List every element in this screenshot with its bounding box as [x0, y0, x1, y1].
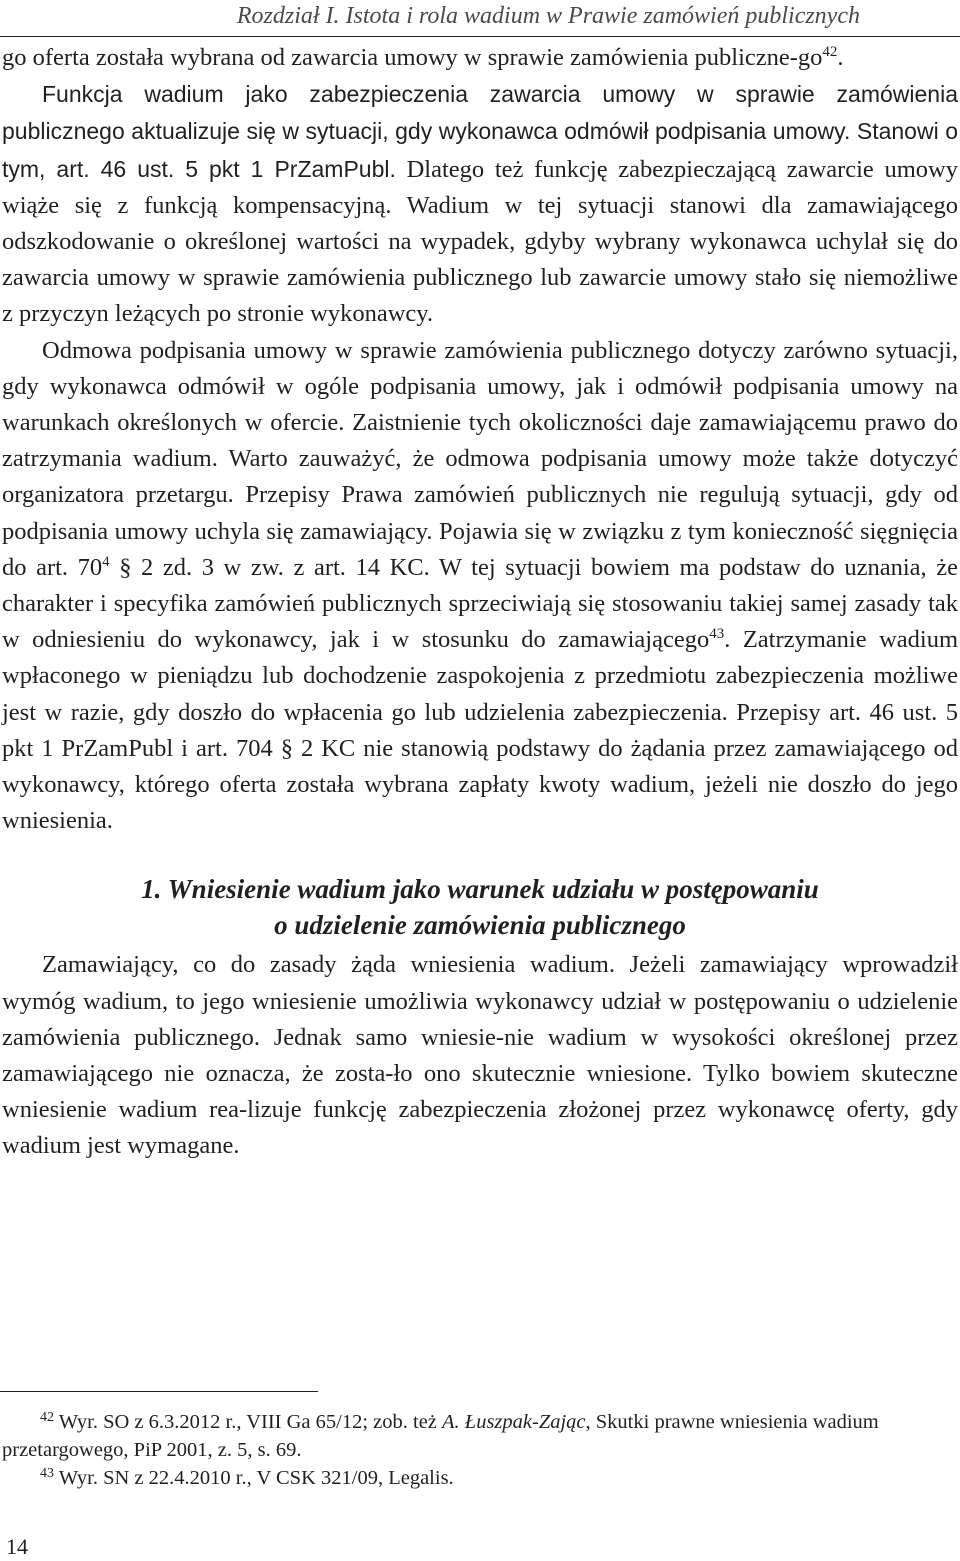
superscript-4: 4: [102, 553, 110, 570]
main-text: [2, 40, 958, 1165]
paragraph-3: [2, 333, 958, 840]
footnote-ref-42[interactable]: 42: [822, 44, 838, 60]
paragraph-3-part-1: Odmowa podpisania umowy w sprawie zamówienia publicznego dotyczy zarówno sytuacji, gdy wykonawca odmówił w ogóle podpisania umowy, jak i odmówił podpisania umowy na warunkach określonych w ofercie. Zaistnienie tych okoliczności daje zamawiającemu prawo do zatrzymania wadium. Warto zauważyć, że odmowa podpisania umowy może także dotyczyć organizatora przetargu. Przepisy Prawa zamówień publicznych nie regulują sytuacji, gdy od podpisania umowy uchyla się zamawiający. Pojawia się w związku z tym konieczność sięgnięcia do art. 70: [2, 336, 958, 581]
section-heading-line-2: o udzielenie zamówienia publicznego: [274, 910, 686, 941]
paragraph-1: [2, 40, 958, 76]
footnote-ref-43[interactable]: 43: [709, 626, 725, 643]
paragraph-2: [2, 76, 958, 332]
header-rule: [0, 36, 960, 37]
footnote-43-text: Wyr. SN z 22.4.2010 r., V CSK 321/09, Legalis.: [54, 1467, 454, 1489]
section-heading: [2, 871, 958, 943]
paragraph-2-part-2: Dlatego też funkcję zabezpieczającą zawarcie umowy wiąże się z funkcją kompensacyjną. Wadium w tej sytuacji stanowi dla zamawiającego odszkodowanie o określonej wartości na wypadek, gdyby wybrany wykonawca uchylał się do zawarcia umowy w sprawie zamówienia publicznego lub zawarcie umowy stało się niemożliwe z przyczyn leżących po stronie wykonawcy.: [2, 155, 958, 328]
page-number: 14: [6, 1534, 28, 1559]
footnote-42-text: Wyr. SO z 6.3.2012 r., VIII Ga 65/12; zob. też: [54, 1411, 443, 1433]
section-heading-line-1: 1. Wniesienie wadium jako warunek udziału w postępowaniu: [141, 874, 819, 905]
footnote-43-number: 43: [40, 1466, 54, 1481]
footnote-43: [2, 1464, 958, 1492]
paragraph-1-end: .: [837, 44, 844, 71]
paragraph-3-part-3: . Zatrzymanie wadium wpłaconego w pieniądzu lub dochodzenie zaspokojenia z przedmiotu zabezpieczenia możliwe jest w razie, gdy doszło do wpłacenia go lub udzielenia zabezpieczenia. Przepisy art. 46 ust. 5 pkt 1 PrZamPubl i art. 704 § 2 KC nie stanowią podstawy do żądania przez zamawiającego od wykonawcy, którego oferta została wybrana zapłaty kwoty wadium, jeżeli nie doszło do jego wniesienia.: [2, 626, 958, 835]
paragraph-1-text: go oferta została wybrana od zawarcia umowy w sprawie zamówienia publiczne-go: [2, 44, 823, 71]
footnote-42: [2, 1408, 958, 1464]
footnote-42-author: A. Łuszpak-Zając: [442, 1411, 586, 1433]
footnote-42-text-end: , Skutki prawne wniesienia wadium przetargowego, PiP 2001, z. 5, s. 69.: [2, 1411, 879, 1461]
running-header: [0, 0, 960, 36]
paragraph-2-part-1: Funkcja wadium jako zabezpieczenia zawarcia umowy w sprawie zamówienia publicznego aktualizuje się w sytuacji, gdy wykonawca odmówił podpisania umowy. Stanowi o tym, art. 46 ust. 5 pkt 1 PrZamPubl.: [2, 81, 958, 182]
footnote-rule: [0, 1391, 318, 1392]
paragraph-3-part-2: § 2 zd. 3 w zw. z art. 14 KC. W tej sytuacji bowiem ma podstaw do uznania, że charakter i specyfika zamówień publicznych sprzeciwiają się stosowaniu takiej samej zasady tak w odniesieniu do wykonawcy, jak i w stosunku do zamawiającego: [2, 553, 958, 654]
footnote-42-number: 42: [40, 1410, 54, 1425]
footnotes: [2, 1408, 958, 1492]
paragraph-4: Zamawiający, co do zasady żąda wniesienia wadium. Jeżeli zamawiający wprowadził wymóg wadium, to jego wniesienie umożliwia wykonawcy udział w postępowaniu o udzielenie zamówienia publicznego. Jednak samo wniesie-nie wadium w wysokości określonej przez zamawiającego nie oznacza, że zosta-ło ono skutecznie wniesione. Tylko bowiem skuteczne wniesienie wadium rea-lizuje funkcję zabezpieczenia złożonej przez wykonawcę oferty, gdy wadium jest wymagane.: [2, 951, 958, 1160]
header-title: Rozdział I. Istota i rola wadium w Prawie zamówień publicznych: [236, 3, 860, 29]
